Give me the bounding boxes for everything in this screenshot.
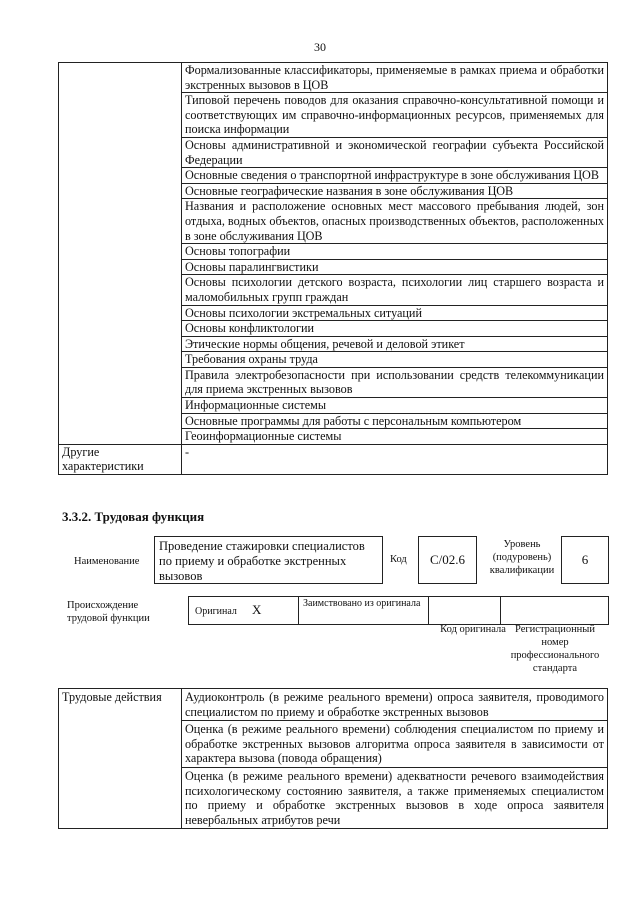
knowledge-item: Этические нормы общения, речевой и деловой этикет	[182, 336, 608, 352]
knowledge-item: Требования охраны труда	[182, 352, 608, 368]
reg-number-cell	[501, 596, 609, 625]
origin-code-cell	[429, 596, 501, 625]
knowledge-item: Формализованные классификаторы, применяемые в рамках приема и обработки экстренных вызовов в ЦОВ	[182, 63, 608, 93]
code-label: Код	[390, 554, 407, 565]
knowledge-item: Информационные системы	[182, 398, 608, 414]
original-mark: X	[252, 602, 262, 617]
borrowed-cell	[299, 596, 429, 625]
knowledge-item: Основные сведения о транспортной инфраструктуре в зоне обслуживания ЦОВ	[182, 168, 608, 184]
knowledge-label-cell	[59, 63, 182, 445]
labor-actions-label: Трудовые действия	[59, 689, 182, 829]
original-cell	[188, 596, 299, 625]
name-label: Наименование	[74, 556, 140, 567]
table-row	[59, 689, 608, 721]
knowledge-item: Основные программы для работы с персональным компьютером	[182, 413, 608, 429]
other-characteristics-label: Другие характеристики	[59, 444, 182, 474]
knowledge-table	[58, 62, 608, 475]
knowledge-item: Основы психологии детского возраста, психологии лиц старшего возраста и маломобильных групп граждан	[182, 275, 608, 305]
labor-action-item: Оценка (в режиме реального времени) адекватности речевого взаимодействия психологическому состоянию заявителя, а также применяемых специалистом по приему и обработке экстренных вызовов в ходе опроса заявителя невербальных атрибутов речи	[182, 767, 608, 828]
other-characteristics-value: -	[182, 444, 608, 474]
original-label: Оригинал	[195, 606, 237, 617]
knowledge-item: Основы паралингвистики	[182, 259, 608, 275]
labor-action-item: Аудиоконтроль (в режиме реального времени) опроса заявителя, проводимого специалистом по приему и обработке экстренных вызовов	[182, 689, 608, 721]
code-box: C/02.6	[418, 536, 477, 584]
section-heading: 3.3.2. Трудовая функция	[62, 509, 205, 524]
knowledge-item: Основные географические названия в зоне обслуживания ЦОВ	[182, 183, 608, 199]
knowledge-item: Геоинформационные системы	[182, 429, 608, 445]
origin-code-label: Код оригинала	[440, 624, 506, 635]
knowledge-item: Основы административной и экономической географии субъекта Российской Федерации	[182, 137, 608, 167]
reg-number-label: Регистрационный номер профессионального стандарта	[510, 624, 600, 674]
knowledge-item: Типовой перечень поводов для оказания справочно-консультативной помощи и соответствующих им справочно-информационных ресурсов, применяемых для поиска информации	[182, 93, 608, 138]
table-row	[59, 63, 608, 93]
actions-table	[58, 688, 608, 829]
origin-row	[188, 596, 609, 625]
labor-action-item: Оценка (в режиме реального времени) соблюдения специалистом по приему и обработке экстренных вызовов алгоритма опроса заявителя в зависимости от характера вызова (повода обращения)	[182, 721, 608, 768]
level-box: 6	[561, 536, 609, 584]
knowledge-item: Основы конфликтологии	[182, 321, 608, 337]
page-number: 30	[314, 40, 326, 54]
origin-label: Происхождение трудовой функции	[67, 600, 150, 624]
table-row	[59, 444, 608, 474]
knowledge-item: Правила электробезопасности при использовании средств телекоммуникации для приема экстренных вызовов	[182, 367, 608, 397]
knowledge-item: Основы психологии экстремальных ситуаций	[182, 305, 608, 321]
knowledge-item: Основы топографии	[182, 244, 608, 260]
level-label: Уровень (подуровень) квалификации	[489, 539, 555, 576]
borrowed-label: Заимствовано из оригинала	[303, 598, 421, 609]
knowledge-item: Названия и расположение основных мест массового пребывания людей, зон отдыха, водных объектов, опасных производственных объектов, расположенных в зоне обслуживания ЦОВ	[182, 199, 608, 244]
function-name-box: Проведение стажировки специалистов по приему и обработке экстренных вызовов	[154, 536, 383, 584]
